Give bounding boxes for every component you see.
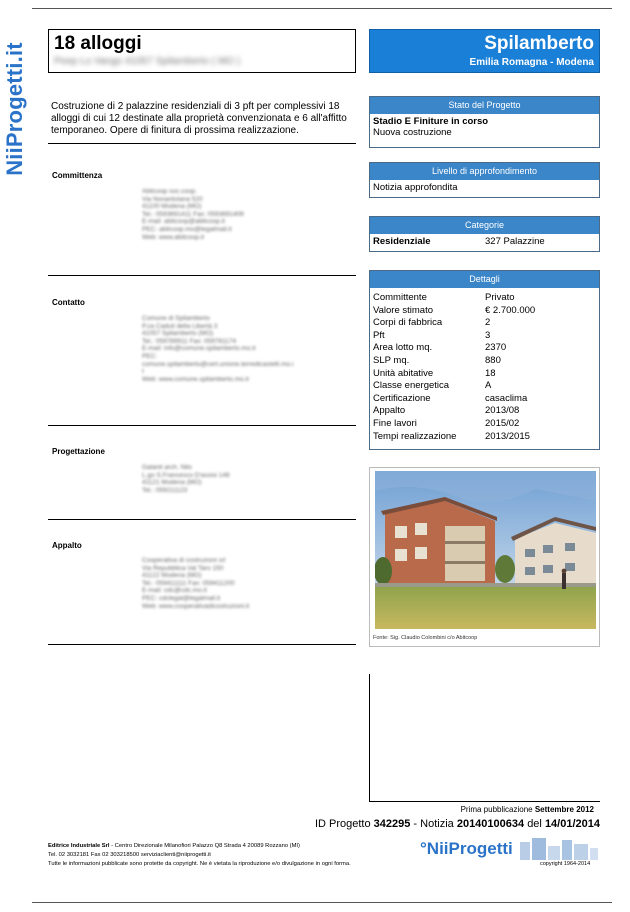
side-brand-logo <box>2 34 28 184</box>
detail-row: Unità abitative 18 <box>373 367 496 379</box>
panel-dettagli <box>369 270 600 450</box>
copyright: copyright 1964-2014 <box>540 861 591 867</box>
divider <box>48 275 356 276</box>
photo-caption: Fonte: Sig. Claudio Colombini c/o Abitcoop <box>373 635 478 641</box>
section-label-appalto: Appalto <box>52 541 82 550</box>
section-details-appalto: Cooperativa di costruzioni srl Via Repubblica Val Taro 150 41122 Modena (MO) Tel.: 059411111 Fax: 059411200 E-mail: cdc@cdc.mo.it PEC: cdclegal@legalmail.it Web: www.cooperativadicostruzioni.it <box>142 557 250 610</box>
location-city: Spilamberto <box>484 33 594 54</box>
location-region: Emilia Romagna - Modena <box>469 57 594 68</box>
divider <box>48 519 356 520</box>
panel-header: Stato del Progetto <box>370 97 599 114</box>
project-id: 342295 <box>373 818 411 830</box>
news-id: 20140100634 <box>456 818 525 830</box>
building-rendering-image <box>375 471 596 629</box>
side-brand-text: NiiProgetti.it <box>2 42 27 176</box>
panel-header: Dettagli <box>370 271 599 288</box>
project-id-line: ID Progetto 342295 - Notizia 20140100634 del 14/01/2014 <box>314 818 600 830</box>
page-subtitle: Peep Lo Vango 41057 Spilamberto ( MO ) <box>54 56 241 67</box>
panel-header: Categorie <box>370 217 599 234</box>
project-description: Costruzione di 2 palazzine residenziali di 3 pft per complessivi 18 alloggi di cui 12 destinate alla proprietà convenzionata e 6 all'affitto temporaneo. Opere di finitura di prossima realizzazione. <box>51 101 347 136</box>
category-value: 327 Palazzine <box>485 236 545 247</box>
detail-row: Certificazione casaclima <box>373 392 528 404</box>
category-name: Residenziale <box>373 236 431 247</box>
panel-stato-progetto <box>369 96 600 148</box>
section-details-contatto: Comune di Spilamberto P.za Caduti della Libertà 3 41057 Spilamberto (MO) Tel.: 059789911 Fax: 059781174 E-mail: info@comune.spilamberto.mo.it PEC: comune.spilamberto@cert.unione.terredicastelli.mo.i t Web: www.comune.spilamberto.mo.it <box>142 315 294 383</box>
footer-buildings-graphic <box>520 836 598 860</box>
section-label-progettazione: Progettazione <box>52 447 105 456</box>
project-type: Nuova costruzione <box>373 127 452 138</box>
first-publication: Prima pubblicazione Settembre 2012 <box>460 805 594 814</box>
footer-logo: °NiiProgetti <box>420 839 513 858</box>
detail-row: Appalto 2013/08 <box>373 405 520 417</box>
divider <box>48 425 356 426</box>
detail-row: Valore stimato € 2.700.000 <box>373 304 536 316</box>
page-title: 18 alloggi <box>54 33 142 54</box>
section-details-progettazione: Galanti arch. Nilo L.go S.Francesco D'assisi 148 41121 Modena (MO) Tel.: 059211123 <box>142 464 230 494</box>
detail-row: Area lotto mq. 2370 <box>373 342 507 354</box>
livello-value: Notizia approfondita <box>373 182 458 193</box>
section-details-committenza: Abitcoop soc.coop. Via Nonantolana 520 41100 Modena (MO) Tel.: 0593691411 Fax: 0593691409 E-mail: abitcoop@abitcoop.it PEC: abitcoop.mo@legalmail.it Web: www.abitcoop.it <box>142 188 244 241</box>
panel-header: Livello di approfondimento <box>370 163 599 180</box>
project-phase: Stadio E Finiture in corso <box>373 116 489 127</box>
detail-row: Corpi di fabbrica 2 <box>373 317 491 329</box>
photo-frame <box>369 467 600 647</box>
section-label-contatto: Contatto <box>52 298 85 307</box>
detail-row: Classe energetica A <box>373 380 492 392</box>
panel-categorie <box>369 216 600 252</box>
detail-row: SLP mq. 880 <box>373 354 501 366</box>
detail-row: Fine lavori 2015/02 <box>373 417 520 429</box>
divider <box>48 644 356 645</box>
detail-row: Committente Privato <box>373 292 515 303</box>
top-rule <box>32 8 612 9</box>
detail-row: Pft 3 <box>373 329 491 341</box>
bottom-rule <box>32 902 612 903</box>
divider <box>48 143 356 144</box>
publisher-info: Editrice Industriale Srl - Centro Direzionale Milanofiori Palazzo Q8 Strada 4 20089 Rozzano (MI) Tel. 02 3032181 Fax 02 303218500 serviziaclienti@niiprogetti.it Tutte le informazioni pubblicate sono protette da copyright. Ne è vietata la riproduzione e/o divulgazione in ogni forma. <box>48 843 351 867</box>
detail-row: Tempi realizzazione 2013/2015 <box>373 430 530 442</box>
panel-livello <box>369 162 600 198</box>
title-box <box>48 29 356 73</box>
news-date: 14/01/2014 <box>544 818 600 830</box>
divider <box>369 801 600 802</box>
section-label-committenza: Committenza <box>52 171 103 180</box>
location-box <box>369 29 600 73</box>
divider <box>369 674 370 802</box>
